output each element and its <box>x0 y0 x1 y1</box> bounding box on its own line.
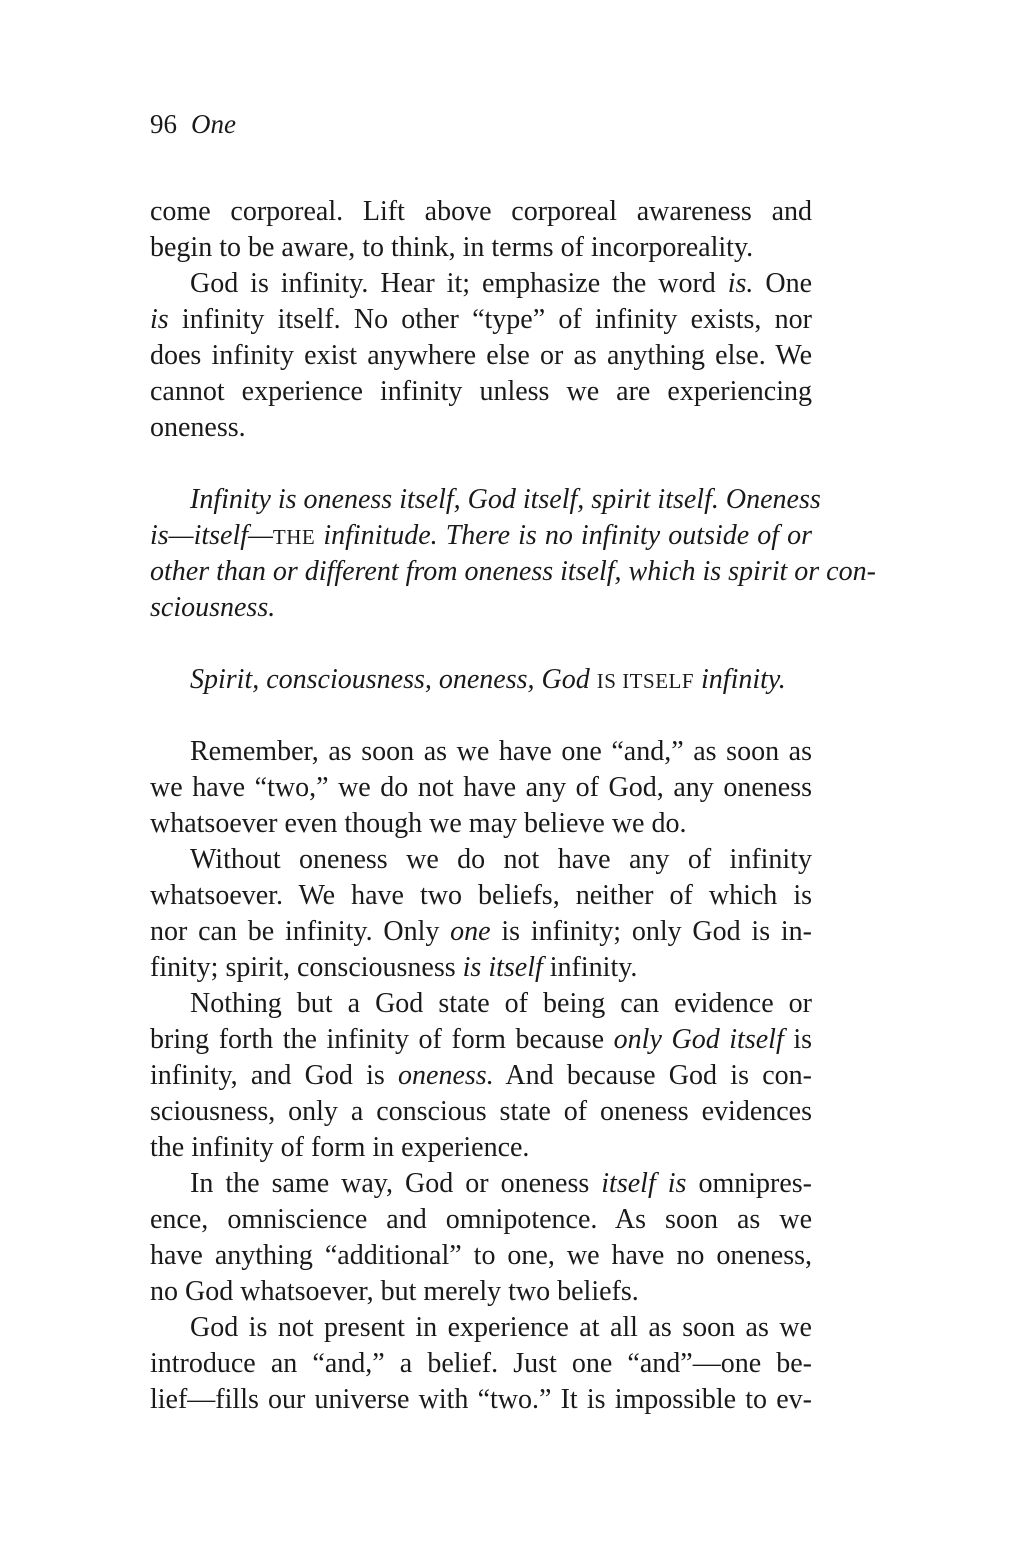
text-line: bring forth the infinity of form because only God itself is <box>150 1024 812 1055</box>
emphasis: only God itself <box>613 1024 784 1055</box>
text-line: oneness. <box>150 412 246 443</box>
text-line: Without oneness we do not have any of infinity <box>190 844 812 875</box>
spacer <box>150 626 812 662</box>
small-caps: THE <box>272 525 316 549</box>
chapter-title: One <box>191 109 236 139</box>
text-line: introduce an “and,” a belief. Just one “and”—one be- <box>150 1348 812 1379</box>
emphasis: is <box>150 304 169 335</box>
text-line: is infinity itself. No other “type” of infinity exists, nor <box>150 304 812 335</box>
quote-line: other than or different from oneness itself, which is spirit or con- <box>150 556 876 587</box>
page-number: 96 <box>150 109 177 139</box>
text-line: ence, omniscience and omnipotence. As soon as we <box>150 1204 812 1235</box>
text-line: begin to be aware, to think, in terms of incorporeality. <box>150 232 754 263</box>
text-line: does infinity exist anywhere else or as anything else. We <box>150 340 812 371</box>
text-line: no God whatsoever, but merely two beliefs. <box>150 1276 639 1307</box>
spacer <box>150 698 812 734</box>
emphasis: one <box>450 916 491 947</box>
block-quote <box>150 662 812 698</box>
text-line: whatsoever even though we may believe we do. <box>150 808 687 839</box>
text-line: In the same way, God or oneness itself is omnipres- <box>190 1168 812 1199</box>
text-line: we have “two,” we do not have any of God, any oneness <box>150 772 812 803</box>
text-line: finity; spirit, consciousness is itself infinity. <box>150 952 638 983</box>
spacer <box>150 446 812 482</box>
quote-line: Infinity is oneness itself, God itself, spirit itself. Oneness <box>190 484 821 515</box>
emphasis: is. <box>727 268 754 299</box>
text-line: Remember, as soon as we have one “and,” as soon as <box>190 736 812 767</box>
text-line: nor can be infinity. Only one is infinity; only God is in- <box>150 916 812 947</box>
body-text <box>150 194 876 1418</box>
emphasis: oneness. <box>398 1060 494 1091</box>
text-line: the infinity of form in experience. <box>150 1132 530 1163</box>
emphasis: is itself <box>462 952 543 983</box>
block-quote <box>150 482 876 626</box>
quote-line: is—itself—THE infinitude. There is no infinity outside of or <box>150 520 812 551</box>
text-line: God is infinity. Hear it; emphasize the word is. One <box>190 268 812 299</box>
quote-line: sciousness. <box>150 592 276 623</box>
quote-line: Spirit, consciousness, oneness, God IS ITSELF infinity. <box>190 664 786 695</box>
emphasis: itself is <box>601 1168 687 1199</box>
text-line: sciousness, only a conscious state of oneness evidences <box>150 1096 812 1127</box>
text-line: have anything “additional” to one, we have no oneness, <box>150 1240 812 1271</box>
running-head <box>150 106 236 142</box>
text-line: whatsoever. We have two beliefs, neither of which is <box>150 880 812 911</box>
small-caps: IS ITSELF <box>596 669 695 693</box>
text-line: God is not present in experience at all as soon as we <box>190 1312 812 1343</box>
text-line: infinity, and God is oneness. And because God is con- <box>150 1060 812 1091</box>
text-line: cannot experience infinity unless we are experiencing <box>150 376 812 407</box>
text-line: come corporeal. Lift above corporeal awareness and <box>150 196 812 227</box>
text-line: lief—fills our universe with “two.” It is impossible to ev- <box>150 1384 812 1415</box>
text-line: Nothing but a God state of being can evidence or <box>190 988 812 1019</box>
